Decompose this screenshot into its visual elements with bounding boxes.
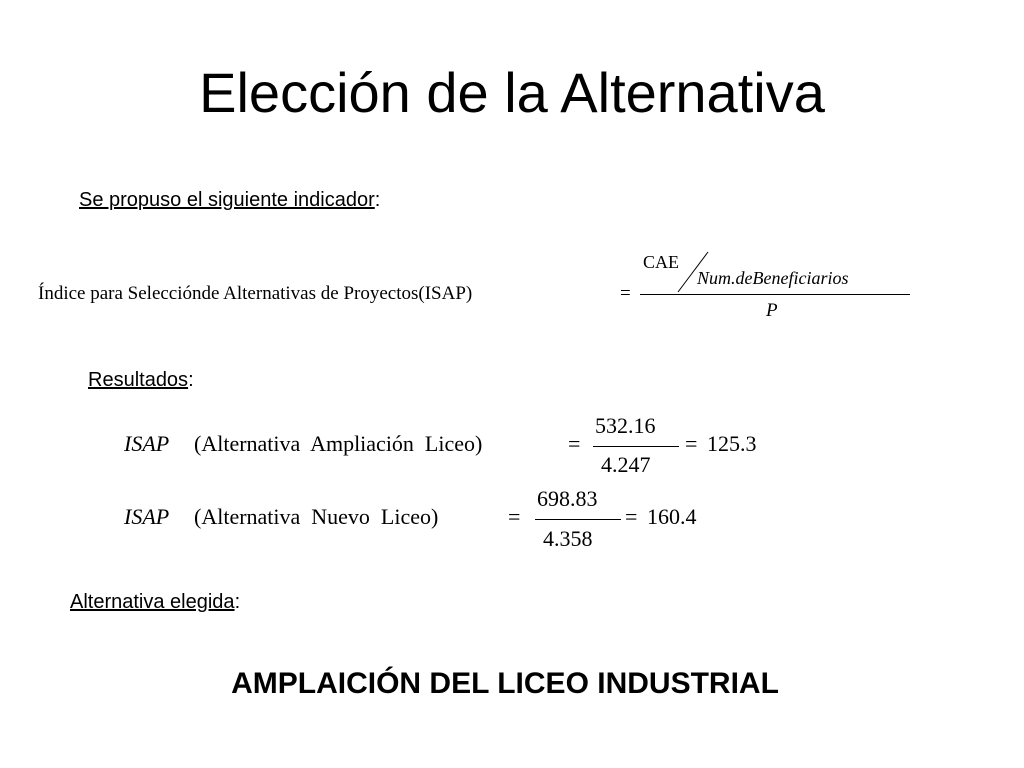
formula-lhs: Índice para Selecciónde Alternativas de Proyectos(ISAP) <box>38 283 473 304</box>
results-section-label <box>88 369 194 392</box>
results-label-text: Resultados <box>88 369 189 391</box>
result-denominator: 4.358 <box>543 526 593 551</box>
result-equals: = <box>508 504 521 529</box>
choice-label-text: Alternativa elegida <box>70 591 235 613</box>
choice-label-colon: : <box>234 591 241 613</box>
result-fraction-bar <box>593 446 679 447</box>
formula-fraction-bar <box>640 294 910 295</box>
formula-numerator-top: CAE <box>643 252 679 272</box>
chosen-alternative: AMPLAICIÓN DEL LICEO INDUSTRIAL <box>231 667 779 700</box>
result-equals-2: = <box>625 504 638 529</box>
choice-section-label <box>70 591 240 614</box>
result-abbr: ISAP <box>124 431 170 456</box>
results-label-colon: : <box>188 369 194 391</box>
result-fraction-bar <box>535 519 621 520</box>
result-value: 160.4 <box>647 504 697 529</box>
result-numerator: 532.16 <box>595 413 656 438</box>
result-denominator: 4.247 <box>601 452 651 477</box>
result-label: (Alternativa Nuevo Liceo) <box>194 504 439 529</box>
indicator-label-text: Se propuso el siguiente indicador <box>79 189 375 211</box>
result-abbr: ISAP <box>124 504 170 529</box>
indicator-label-colon: : <box>374 189 381 211</box>
slide-title: Elección de la Alternativa <box>199 61 825 124</box>
result-equals: = <box>568 431 581 456</box>
result-numerator: 698.83 <box>537 486 598 511</box>
formula-equals: = <box>620 283 631 304</box>
indicator-section-label <box>79 189 380 212</box>
result-equals-2: = <box>685 431 698 456</box>
formula-denominator: P <box>766 300 778 321</box>
result-value: 125.3 <box>707 431 757 456</box>
result-label: (Alternativa Ampliación Liceo) <box>194 431 483 456</box>
formula-numerator-bottom: Num.deBeneficiarios <box>697 268 849 288</box>
